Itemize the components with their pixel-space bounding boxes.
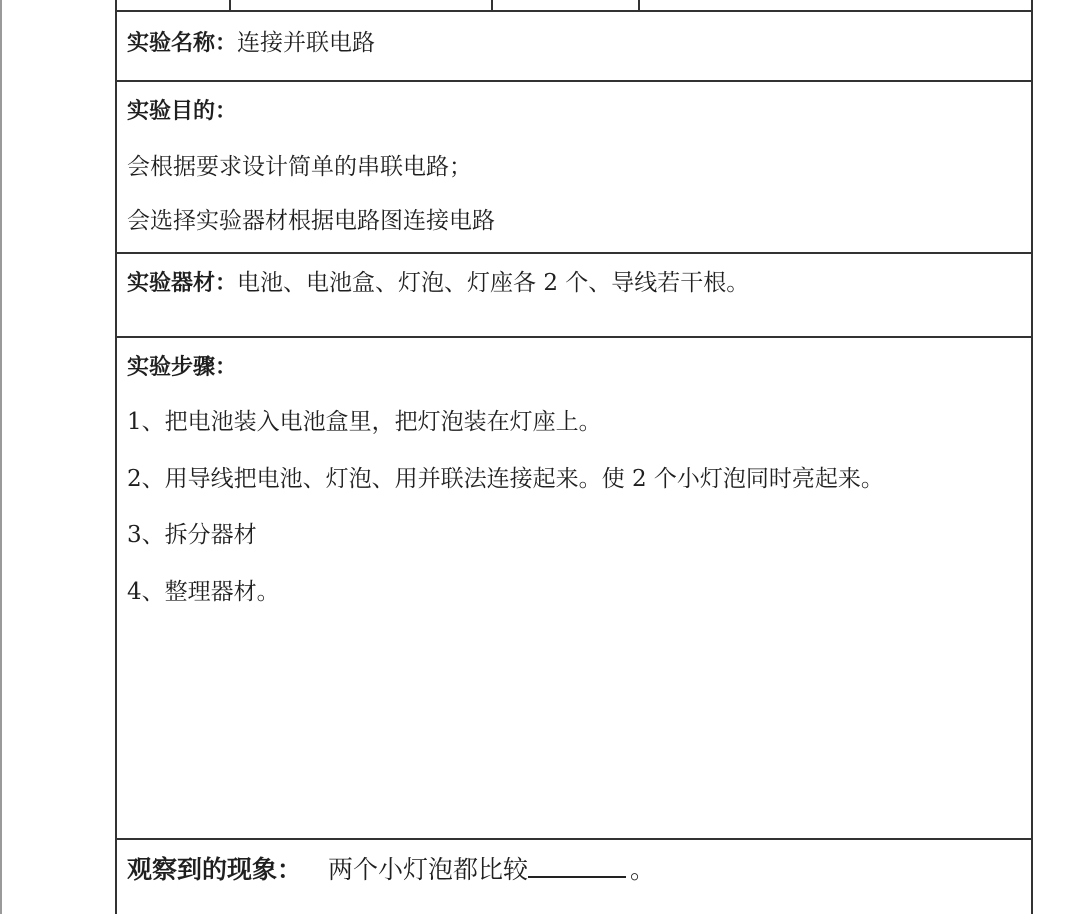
observation-end-mark: 。	[630, 855, 656, 884]
experiment-goal-item: 会选择实验器材根据电路图连接电路	[127, 208, 495, 234]
experiment-equipment-section	[117, 254, 1031, 338]
experiment-name-label: 实验名称：	[127, 31, 238, 56]
observation-text: 两个小灯泡都比较	[328, 855, 529, 884]
experiment-goal-label: 实验目的：	[127, 99, 238, 124]
observation-label: 观察到的现象：	[127, 855, 303, 884]
experiment-equipment-label: 实验器材：	[127, 271, 238, 296]
observation-section	[117, 840, 1031, 920]
experiment-goal-heading	[127, 96, 237, 127]
experiment-step-item: 4、整理器材。	[127, 579, 280, 605]
experiment-name-value: 连接并联电路	[237, 30, 376, 56]
experiment-steps-heading	[127, 352, 237, 383]
experiment-equipment-value: 电池、电池盒、灯泡、灯座各 2 个、导线若干根。	[237, 270, 750, 296]
column-divider	[229, 0, 231, 10]
page-margin-line	[0, 0, 2, 914]
experiment-name-line	[127, 28, 375, 59]
header-row-remnant	[117, 0, 1031, 12]
experiment-steps-label: 实验步骤：	[127, 355, 238, 380]
column-divider	[491, 0, 493, 10]
observation-fill-blank[interactable]	[528, 852, 626, 878]
experiment-goal-section	[117, 82, 1031, 254]
experiment-steps-section	[117, 338, 1031, 840]
experiment-name-section	[117, 12, 1031, 82]
observation-line	[127, 852, 655, 886]
experiment-worksheet-table	[115, 0, 1033, 914]
experiment-step-item: 1、把电池装入电池盒里，把灯泡装在灯座上。	[127, 409, 602, 435]
column-divider	[638, 0, 640, 10]
experiment-goal-item: 会根据要求设计简单的串联电路；	[127, 154, 472, 180]
experiment-step-item: 2、用导线把电池、灯泡、用并联法连接起来。使 2 个小灯泡同时亮起来。	[127, 466, 884, 492]
experiment-step-item: 3、拆分器材	[127, 522, 257, 548]
experiment-equipment-line	[127, 268, 749, 299]
